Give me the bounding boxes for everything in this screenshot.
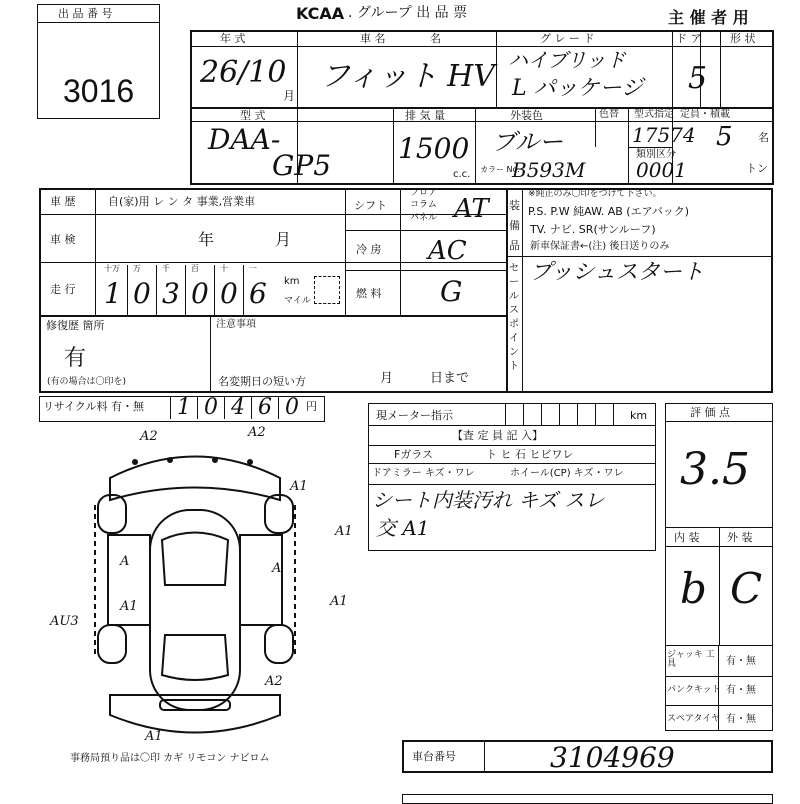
ac-value: AC <box>428 236 467 266</box>
mileage-digit: 6 <box>249 277 267 310</box>
mileage-label: 走 行 <box>50 283 76 296</box>
equipment-label: 装 備 品 <box>509 199 520 252</box>
mile-checkbox <box>314 276 340 304</box>
type-designation-header: 型式指定 <box>634 109 674 120</box>
category-value: 0001 <box>636 158 687 182</box>
damage-mark: A1 <box>145 729 163 744</box>
damage-mark: A1 <box>335 524 353 539</box>
lot-label: 出 品 番 号 <box>58 7 113 20</box>
inspection-notes-line1: シート内装汚れ キズ スレ <box>372 488 605 512</box>
doors-header: ド ア <box>676 32 702 45</box>
score-label: 評 価 点 <box>690 406 730 419</box>
equipment-line1: P.S. P.W 純AW. AB (エアバック) <box>528 205 689 218</box>
grade-line2: L パッケージ <box>512 76 644 101</box>
repair-label: 修復歴 箇所 <box>46 319 105 332</box>
expiry-label: 名変期日の短い方 <box>218 375 306 388</box>
car-damage-diagram <box>40 420 370 750</box>
score-value: 3.5 <box>680 444 750 495</box>
mileage-unit-label: 一 <box>249 264 257 273</box>
capacity-header: 定員・積載 <box>680 109 730 120</box>
mileage-unit-label: 十 <box>220 264 228 273</box>
fuel-value: G <box>440 275 463 308</box>
inspection-label: 車 検 <box>50 233 76 246</box>
color-change-header: 色替 <box>599 109 619 120</box>
model-line2: GP5 <box>272 149 332 182</box>
mileage-unit-label: 千 <box>162 264 170 273</box>
equipment-line3: 新車保証書←(注) 後日送りのみ <box>530 241 670 252</box>
grade-line1: ハイブリッド <box>508 48 626 72</box>
lot-number: 3016 <box>63 73 135 109</box>
inspection-notes-line2: 交 A1 <box>376 516 430 540</box>
mileage-digit: 0 <box>220 277 238 310</box>
repair-value: 有 <box>64 346 87 371</box>
organizer-label: 主 催 者 用 <box>668 8 749 27</box>
recycle-digit: 0 <box>204 395 218 420</box>
exterior-color-header: 外装色 <box>510 109 543 122</box>
mileage-digit: 1 <box>104 277 122 310</box>
ac-label: 冷 房 <box>356 243 382 256</box>
damage-mark: A1 <box>290 479 308 494</box>
chassis-value: 3104969 <box>550 741 675 774</box>
damage-mark: A2 <box>248 425 266 440</box>
year-header: 年 式 <box>220 32 246 45</box>
recycle-digit: 6 <box>258 395 272 420</box>
type-designation-value: 17574 <box>632 123 696 147</box>
car-name-value: フィット HV <box>320 59 495 94</box>
doors-value: 5 <box>688 61 708 96</box>
recycle-digit: 1 <box>177 395 191 420</box>
recycle-digit: 4 <box>231 395 245 420</box>
exterior-score: C <box>730 564 763 613</box>
brand-logo: KCAA <box>296 4 345 23</box>
year-value: 26/10 <box>200 55 287 90</box>
mileage-unit-label: 百 <box>191 264 199 273</box>
caution-label: 注意事項 <box>216 319 256 330</box>
interior-score: b <box>680 564 707 613</box>
body-type-header: 形 状 <box>730 32 756 45</box>
damage-mark: A2 <box>140 429 158 444</box>
equipment-line2: TV. ナビ. SR(サンルーフ) <box>530 223 656 236</box>
damage-mark: A1 <box>330 594 348 609</box>
mileage-digit: 3 <box>162 277 180 310</box>
mileage-unit-label: 万 <box>133 264 141 273</box>
damage-mark: AU3 <box>50 614 79 629</box>
chassis-label: 車台番号 <box>412 750 456 763</box>
mileage-unit-label: 十万 <box>104 264 120 273</box>
mileage-digit: 0 <box>191 277 209 310</box>
color-value: ブルー <box>492 128 564 156</box>
history-options: 自(家)用 レ ン タ 事業,営業車 <box>108 195 256 208</box>
damage-mark: A <box>120 554 130 569</box>
displacement-value: 1500 <box>398 132 470 165</box>
grade-header: グ レ ー ド <box>540 32 595 45</box>
damage-mark: A1 <box>120 599 138 614</box>
form-title: . グループ 出 品 票 <box>348 5 468 21</box>
equipment-note: ※純正のみ〇印をつけて下さい。 <box>528 189 662 199</box>
meter-label: 現メーター指示 <box>376 409 453 422</box>
car-header: 車 名 <box>360 32 386 45</box>
history-label: 車 歴 <box>50 195 76 208</box>
recycle-label: リサイクル料 有・無 <box>43 400 144 413</box>
model-type-header: 型 式 <box>240 109 266 122</box>
displacement-header: 排 気 量 <box>405 109 445 122</box>
mileage-digit: 0 <box>133 277 151 310</box>
diagram-footer: 事務局預り品は〇印 カギ リモコン ナビロム <box>70 753 270 764</box>
damage-mark: A2 <box>265 674 283 689</box>
shift-label: シフト <box>354 199 387 212</box>
capacity-value: 5 <box>716 122 733 152</box>
category-header: 類別区分 <box>636 149 676 160</box>
damage-mark: A <box>272 561 282 576</box>
recycle-digit: 0 <box>285 395 299 420</box>
inspector-header: 【査 定 員 記 入】 <box>452 429 543 442</box>
model-line1: DAA- <box>208 123 281 156</box>
sales-point-text: プッシュスタート <box>530 260 705 285</box>
color-code-value: B593M <box>512 158 586 182</box>
sales-point-label: セールスポイント <box>509 263 519 372</box>
fuel-label: 燃 料 <box>356 287 382 300</box>
shift-value: AT <box>454 194 489 224</box>
